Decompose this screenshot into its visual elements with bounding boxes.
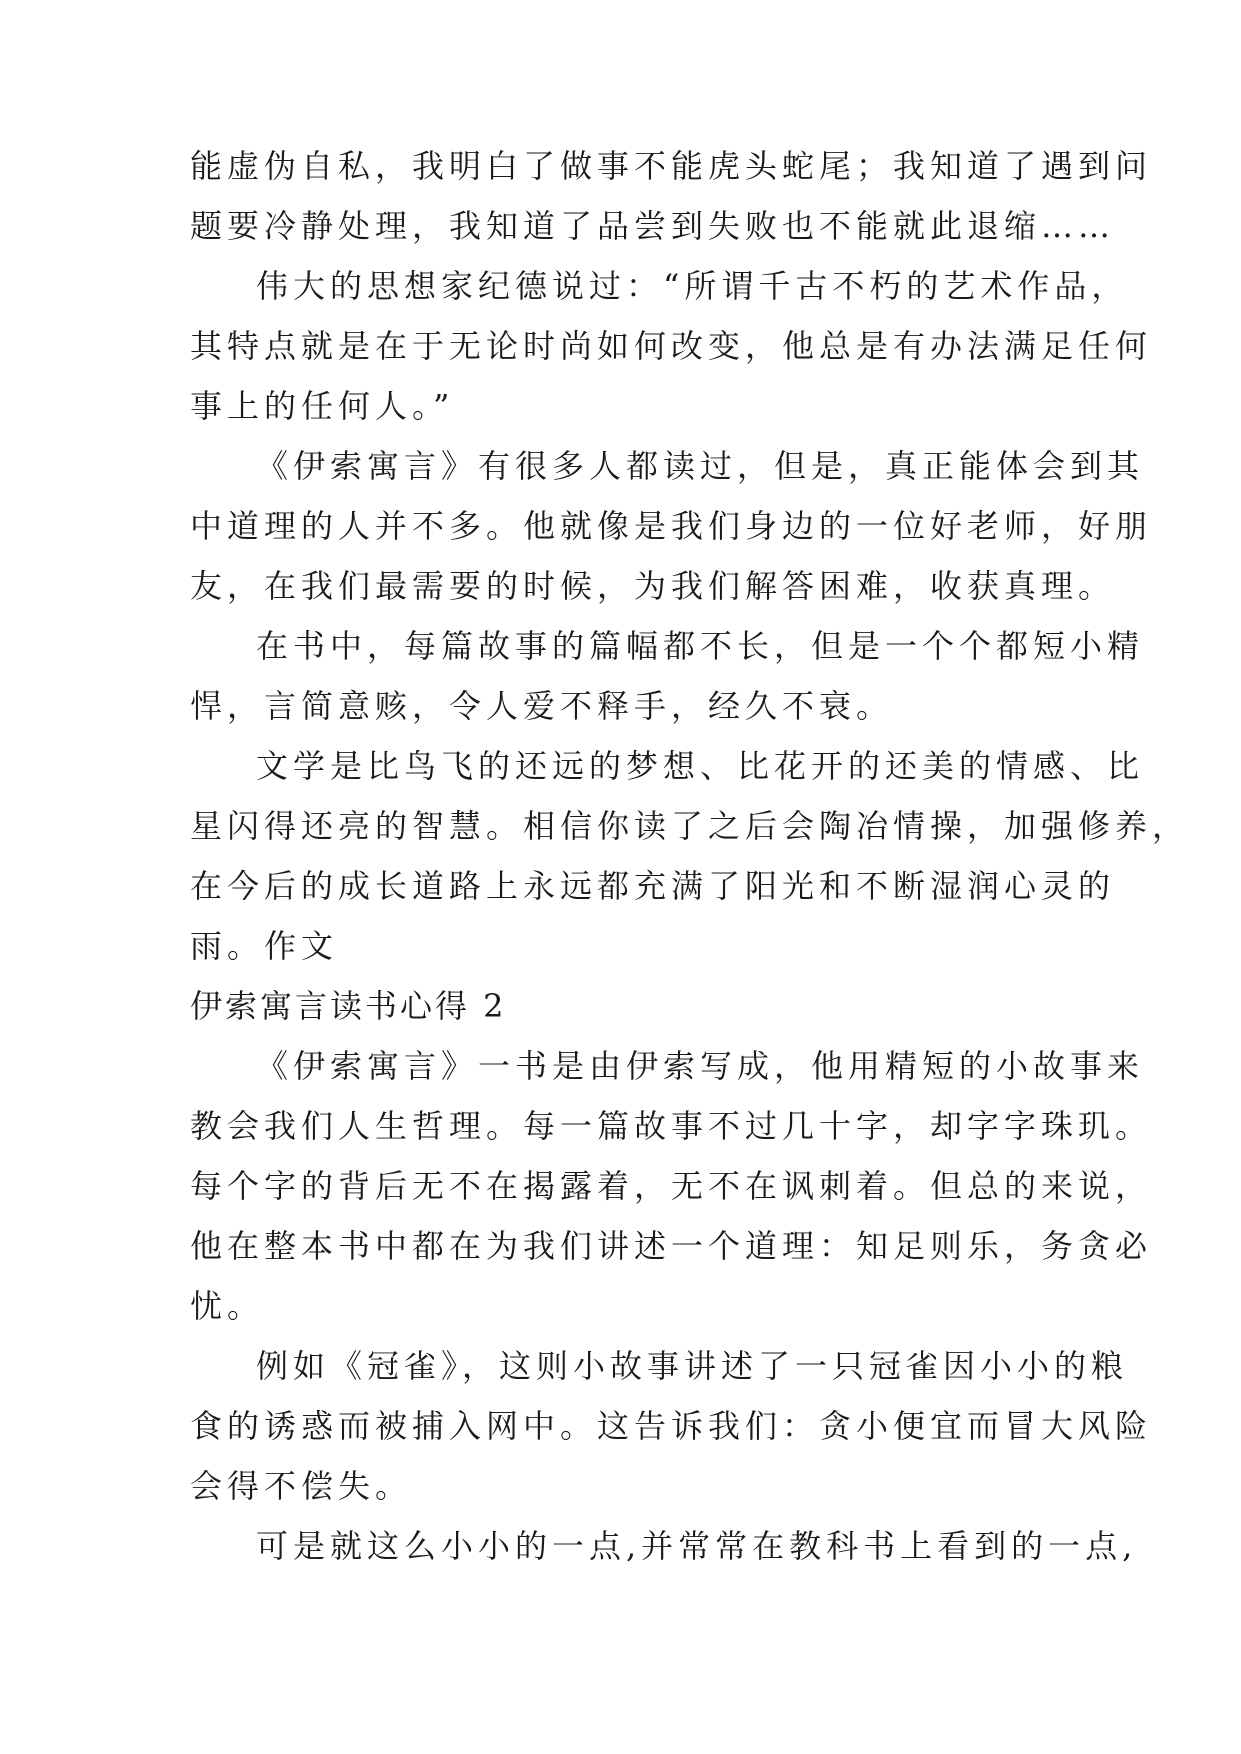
paragraph-start: 《伊索寓言》有很多人都读过，但是，真正能体会到其 xyxy=(256,447,1145,485)
text-line: 他在整本书中都在为我们讲述一个道理：知足则乐，务贪必 xyxy=(190,1227,1153,1265)
text-line: 教会我们人生哲理。每一篇故事不过几十字，却字字珠玑。 xyxy=(190,1107,1153,1145)
text-line: 食的诱惑而被捕入网中。这告诉我们：贪小便宜而冒大风险 xyxy=(190,1407,1153,1445)
text-line: 能虚伪自私，我明白了做事不能虎头蛇尾；我知道了遇到问 xyxy=(190,147,1153,185)
body-text xyxy=(190,136,1190,1576)
text-line: 星闪得还亮的智慧。相信你读了之后会陶冶情操，加强修养， xyxy=(190,807,1190,845)
text-line: 每个字的背后无不在揭露着，无不在讽刺着。但总的来说， xyxy=(190,1167,1153,1205)
text-line: 题要冷静处理，我知道了品尝到失败也不能就此退缩…… xyxy=(190,207,1116,245)
paragraph-start: 文学是比鸟飞的还远的梦想、比花开的还美的情感、比 xyxy=(256,747,1145,785)
text-line: 悍，言简意赅，令人爱不释手，经久不衰。 xyxy=(190,687,894,725)
text-line: 友，在我们最需要的时候，为我们解答困难，收获真理。 xyxy=(190,567,1116,605)
paragraph-start: 例如《冠雀》，这则小故事讲述了一只冠雀因小小的粮 xyxy=(256,1347,1129,1385)
text-line: 其特点就是在于无论时尚如何改变，他总是有办法满足任何 xyxy=(190,327,1153,365)
text-line: 在今后的成长道路上永远都充满了阳光和不断湿润心灵的 xyxy=(190,867,1116,905)
text-line: 忧。 xyxy=(190,1287,265,1325)
paragraph-start: 可是就这么小小的一点,并常常在教科书上看到的一点, xyxy=(256,1527,1138,1565)
text-line: 中道理的人并不多。他就像是我们身边的一位好老师，好朋 xyxy=(190,507,1153,545)
paragraph-start: 在书中，每篇故事的篇幅都不长，但是一个个都短小精 xyxy=(256,627,1145,665)
paragraph-start: 伟大的思想家纪德说过：“所谓千古不朽的艺术作品， xyxy=(256,267,1129,305)
text-line: 会得不偿失。 xyxy=(190,1467,413,1505)
text-line: 事上的任何人。” xyxy=(190,387,455,425)
text-line: 雨。作文 xyxy=(190,927,339,965)
paragraph-start: 《伊索寓言》一书是由伊索写成，他用精短的小故事来 xyxy=(256,1047,1145,1085)
section-title: 伊索寓言读书心得 2 xyxy=(190,987,507,1025)
